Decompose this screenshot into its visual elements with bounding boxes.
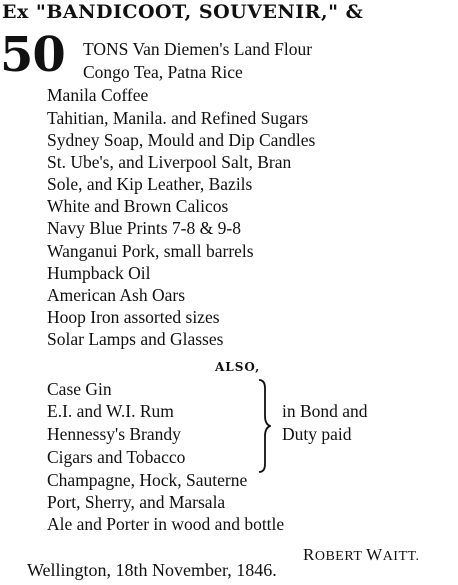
also-label: ALSO, xyxy=(215,360,261,374)
quantity-numeral: 50 xyxy=(0,27,65,83)
signature-last: AITT. xyxy=(382,549,420,564)
bonded-item: Cigars and Tobacco xyxy=(47,447,186,467)
item-line: Humpback Oil xyxy=(47,263,151,283)
bonded-item: E.I. and W.I. Rum xyxy=(47,401,174,421)
item-line: White and Brown Calicos xyxy=(47,196,229,216)
signature-first: OBERT xyxy=(314,549,363,564)
item-line: Tahitian, Manila. and Refined Sugars xyxy=(47,108,309,128)
heading: Ex "BANDICOOT, SOUVENIR," & xyxy=(2,1,364,23)
bond-note: Duty paid xyxy=(282,424,352,444)
item-line: Navy Blue Prints 7-8 & 9-8 xyxy=(47,218,241,238)
item-line: Sydney Soap, Mould and Dip Candles xyxy=(47,130,316,150)
bonded-item: Case Gin xyxy=(47,379,112,399)
signature-initial: W xyxy=(366,545,383,564)
item-line: Congo Tea, Patna Rice xyxy=(83,62,243,82)
dateline: Wellington, 18th November, 1846. xyxy=(27,560,277,580)
item-line: Solar Lamps and Glasses xyxy=(47,329,224,349)
item-line: American Ash Oars xyxy=(47,285,186,305)
item-line: Wanganui Pork, small barrels xyxy=(47,241,254,261)
signature xyxy=(303,545,420,565)
item-line: TONS Van Diemen's Land Flour xyxy=(83,39,313,59)
more-item: Champagne, Hock, Sauterne xyxy=(47,470,248,490)
curly-brace-icon xyxy=(257,378,271,474)
more-item: Ale and Porter in wood and bottle xyxy=(47,514,285,534)
bond-note: in Bond and xyxy=(282,401,368,421)
item-line: Sole, and Kip Leather, Bazils xyxy=(47,174,253,194)
item-line: Manila Coffee xyxy=(47,85,149,105)
item-line: Hoop Iron assorted sizes xyxy=(47,307,220,327)
more-item: Port, Sherry, and Marsala xyxy=(47,492,226,512)
signature-initial: R xyxy=(303,545,315,564)
item-line: St. Ube's, and Liverpool Salt, Bran xyxy=(47,152,292,172)
bonded-item: Hennessy's Brandy xyxy=(47,424,181,444)
